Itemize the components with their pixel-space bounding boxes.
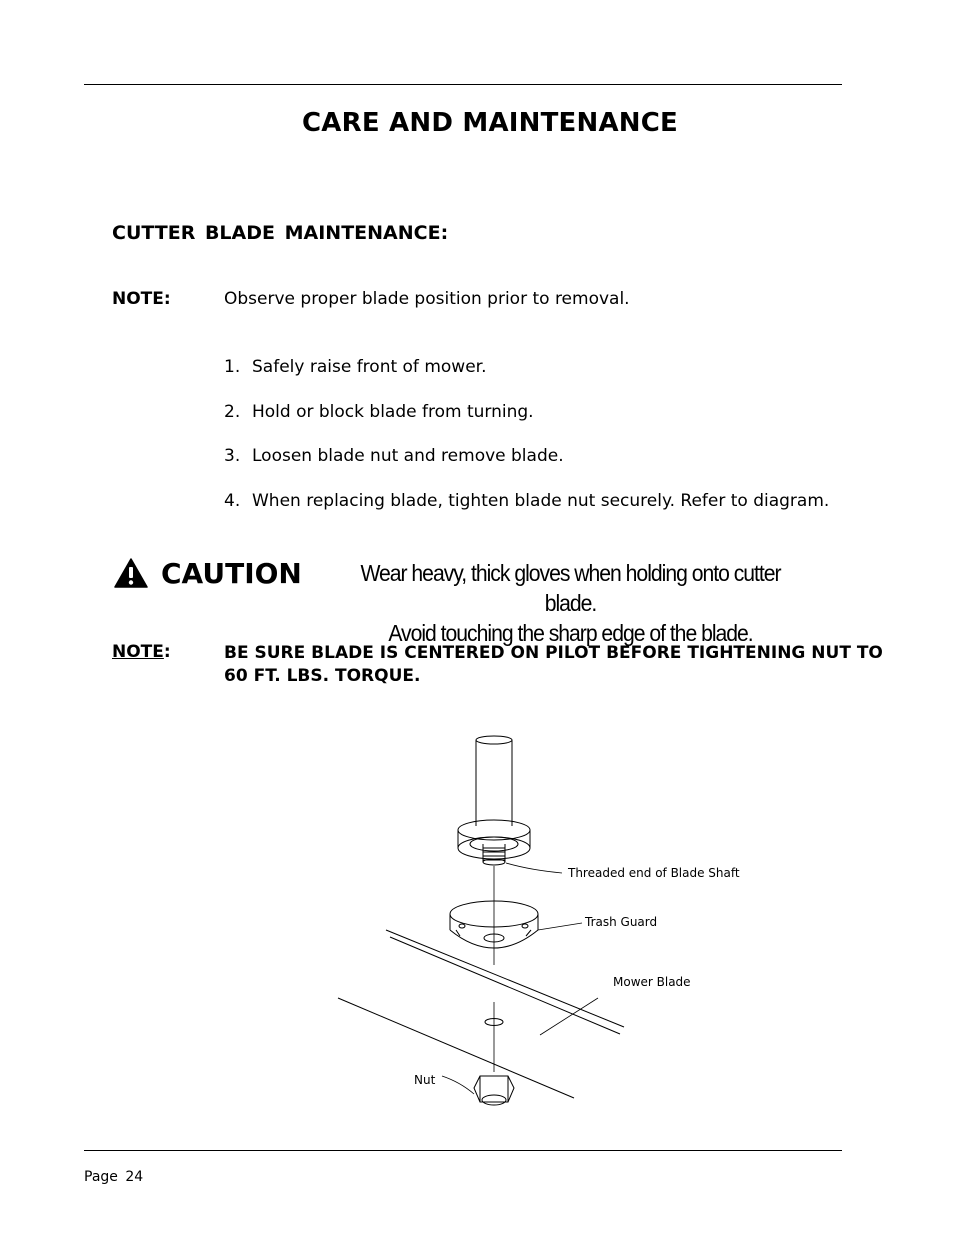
guard-leader — [538, 923, 582, 930]
step-number: 2. — [224, 401, 241, 422]
list-item — [224, 402, 829, 447]
bottom-rule — [84, 1150, 842, 1151]
callout-shaft: Threaded end of Blade Shaft — [568, 866, 740, 880]
caution-heading: CAUTION — [161, 557, 302, 590]
step-text: Hold or block blade from turning. — [252, 401, 534, 422]
list-item — [224, 357, 829, 402]
callout-blade: Mower Blade — [613, 975, 691, 989]
caution-line-2: Avoid touching the sharp edge of the blade. — [388, 620, 753, 646]
step-number: 3. — [224, 446, 241, 467]
blade-shaft-illustration — [458, 736, 530, 865]
shaft-leader — [506, 863, 562, 873]
top-rule — [84, 84, 842, 85]
section-heading: CUTTER BLADE MAINTENANCE: — [112, 222, 449, 244]
page-number: Page 24 — [84, 1169, 144, 1185]
note-label: NOTE: — [112, 289, 171, 309]
note2-colon: : — [163, 642, 171, 662]
caution-message — [338, 558, 803, 648]
callout-nut: Nut — [414, 1073, 436, 1087]
list-item — [224, 446, 829, 491]
step-text: Safely raise front of mower. — [252, 357, 487, 377]
note-text: Observe proper blade position prior to removal. — [224, 289, 630, 309]
note2-label-word: NOTE — [112, 642, 164, 662]
step-text: Loosen blade nut and remove blade. — [252, 446, 564, 467]
steps-list — [224, 357, 829, 536]
nut-leader — [442, 1076, 474, 1094]
step-text: When replacing blade, tighten blade nut securely. Refer to diagram. — [252, 491, 830, 512]
nut-illustration — [474, 1076, 514, 1105]
callout-guard: Trash Guard — [585, 915, 658, 929]
step-number: 4. — [224, 491, 241, 512]
list-item — [224, 491, 829, 536]
caution-line-1: Wear heavy, thick gloves when holding onto cutter blade. — [360, 560, 781, 616]
note2-text: BE SURE BLADE IS CENTERED ON PILOT BEFORE TIGHTENING NUT TO 60 FT. LBS. TORQUE. — [224, 643, 883, 686]
blade-assembly-diagram — [330, 730, 750, 1130]
warning-triangle-icon — [114, 558, 148, 588]
note2-label — [112, 642, 171, 662]
mower-blade-illustration — [338, 930, 624, 1098]
page-title: CARE AND MAINTENANCE — [302, 108, 678, 138]
step-number: 1. — [224, 357, 241, 377]
